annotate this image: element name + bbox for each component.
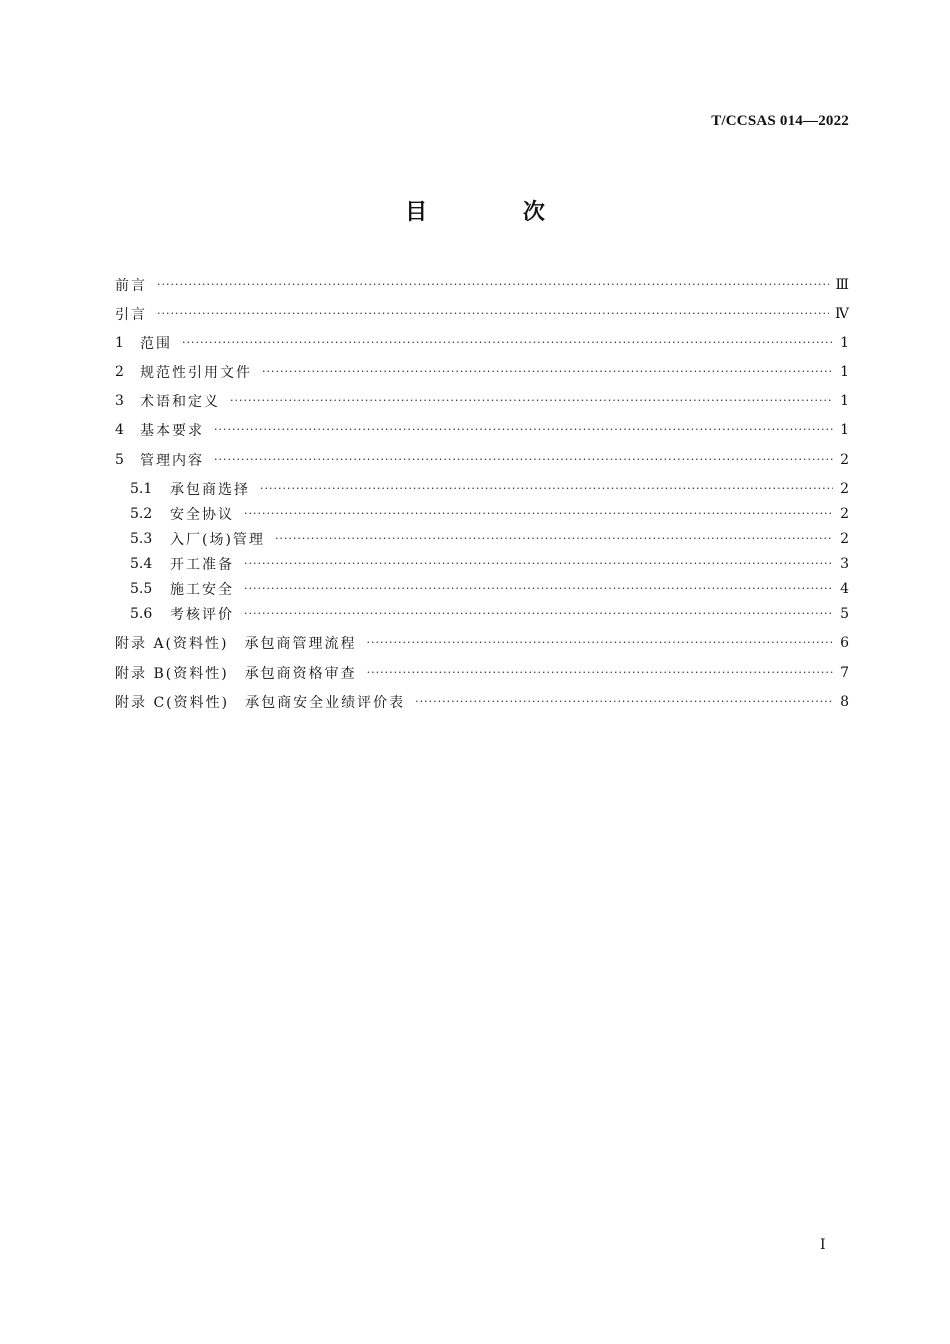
toc-entry-number: 5.6 bbox=[130, 606, 153, 622]
toc-entry-4[interactable] bbox=[115, 419, 849, 441]
toc-entry-page: 2 bbox=[840, 452, 849, 468]
toc-entry-2[interactable] bbox=[115, 361, 849, 383]
toc-entry-page: 5 bbox=[840, 606, 849, 622]
toc-entry-number: 5 bbox=[115, 452, 124, 468]
toc-entry-5-3[interactable] bbox=[130, 528, 849, 550]
toc-entry-page: 6 bbox=[840, 635, 849, 651]
toc-entry-label: 附录 A(资料性) 承包商管理流程 bbox=[115, 636, 357, 652]
toc-entry-page: Ⅲ bbox=[835, 277, 849, 293]
toc-entry-page: Ⅳ bbox=[835, 306, 849, 322]
toc-entry-appendix-b[interactable] bbox=[115, 662, 849, 684]
toc-entry-label: 前言 bbox=[115, 278, 147, 294]
toc-entry-page: 2 bbox=[840, 531, 849, 547]
toc-entry-page: 2 bbox=[840, 506, 849, 522]
toc-entry-page: 1 bbox=[840, 422, 849, 438]
toc-entry-label: 基本要求 bbox=[140, 423, 204, 439]
leader-dots bbox=[157, 278, 829, 291]
leader-dots bbox=[244, 557, 833, 570]
leader-dots bbox=[244, 582, 833, 595]
toc-entry-5-4[interactable] bbox=[130, 553, 849, 575]
toc-entry-label: 附录 B(资料性) 承包商资格审查 bbox=[115, 666, 357, 682]
toc-entry-label: 安全协议 bbox=[170, 507, 234, 523]
leader-dots bbox=[214, 423, 833, 436]
leader-dots bbox=[415, 695, 833, 708]
toc-entry-number: 5.2 bbox=[130, 506, 153, 522]
leader-dots bbox=[275, 532, 833, 545]
document-code: T/CCSAS 014—2022 bbox=[711, 113, 849, 129]
toc-entry-number: 5.5 bbox=[130, 581, 153, 597]
toc-entry-label: 附录 C(资料性) 承包商安全业绩评价表 bbox=[115, 695, 406, 711]
leader-dots bbox=[214, 453, 833, 466]
toc-entry-5-2[interactable] bbox=[130, 503, 849, 525]
leader-dots bbox=[260, 482, 833, 495]
toc-entry-label: 开工准备 bbox=[170, 557, 234, 573]
toc-entry-5-5[interactable] bbox=[130, 578, 849, 600]
leader-dots bbox=[366, 636, 833, 649]
toc-entry-number: 1 bbox=[115, 335, 124, 351]
toc-entry-5-1[interactable] bbox=[130, 478, 849, 500]
leader-dots bbox=[157, 307, 829, 320]
toc-entry-number: 4 bbox=[115, 422, 124, 438]
toc-entry-page: 1 bbox=[840, 364, 849, 380]
toc-entry-number: 5.3 bbox=[130, 531, 153, 547]
toc-entry-number: 3 bbox=[115, 393, 124, 409]
toc-entry-label: 承包商选择 bbox=[170, 482, 250, 498]
toc-entry-5[interactable] bbox=[115, 449, 849, 471]
page-number: Ⅰ bbox=[820, 1237, 826, 1253]
toc-entry-page: 4 bbox=[840, 581, 849, 597]
toc-entry-3[interactable] bbox=[115, 390, 849, 412]
toc-entry-number: 2 bbox=[115, 364, 124, 380]
toc-entry-page: 1 bbox=[840, 393, 849, 409]
toc-entry-appendix-a[interactable] bbox=[115, 632, 849, 654]
leader-dots bbox=[244, 507, 833, 520]
toc-entry-1[interactable] bbox=[115, 332, 849, 354]
toc-entry-5-6[interactable] bbox=[130, 603, 849, 625]
toc-entry-label: 范围 bbox=[140, 336, 172, 352]
toc-entry-number: 5.1 bbox=[130, 481, 153, 497]
toc-entry-label: 术语和定义 bbox=[140, 394, 220, 410]
toc-entry-introduction[interactable] bbox=[115, 303, 849, 325]
toc-entry-label: 考核评价 bbox=[170, 607, 234, 623]
toc-entry-page: 2 bbox=[840, 481, 849, 497]
leader-dots bbox=[182, 336, 833, 349]
toc-entry-appendix-c[interactable] bbox=[115, 691, 849, 713]
leader-dots bbox=[230, 394, 833, 407]
toc-entry-label: 管理内容 bbox=[140, 453, 204, 469]
leader-dots bbox=[244, 607, 833, 620]
page-title: 目 次 bbox=[405, 200, 589, 225]
toc-entry-number: 5.4 bbox=[130, 556, 153, 572]
toc-entry-label: 引言 bbox=[115, 307, 147, 323]
toc-entry-label: 施工安全 bbox=[170, 582, 234, 598]
toc-entry-page: 3 bbox=[840, 556, 849, 572]
leader-dots bbox=[367, 666, 833, 679]
toc-entry-label: 入厂(场)管理 bbox=[170, 532, 265, 548]
toc-entry-page: 1 bbox=[840, 335, 849, 351]
toc-entry-page: 7 bbox=[840, 665, 849, 681]
toc-entry-foreword[interactable] bbox=[115, 274, 849, 296]
toc-entry-page: 8 bbox=[840, 694, 849, 710]
toc-entry-label: 规范性引用文件 bbox=[140, 365, 252, 381]
leader-dots bbox=[262, 365, 833, 378]
